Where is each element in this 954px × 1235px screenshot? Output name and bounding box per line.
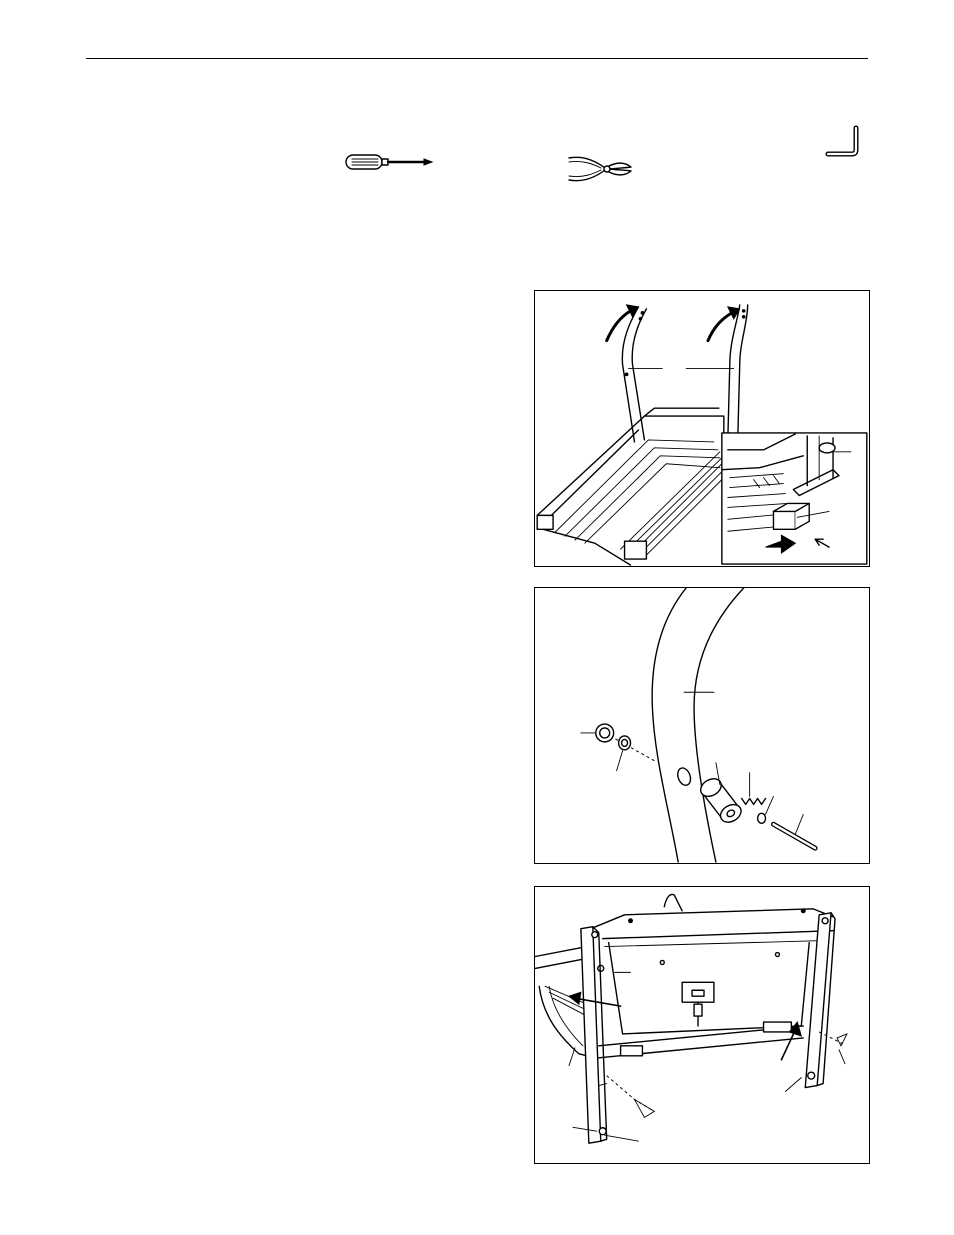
- figure-2: [534, 587, 870, 864]
- allen-wrench-icon: [822, 124, 866, 160]
- figure-1: [534, 290, 870, 567]
- figure-2-illustration: [535, 588, 869, 863]
- figure-3: [534, 886, 870, 1164]
- figure-1-illustration: [535, 291, 869, 566]
- phillips-screwdriver-icon: [340, 150, 440, 174]
- header-rule: [86, 58, 868, 59]
- pliers-icon: [565, 152, 635, 186]
- figure-3-illustration: [535, 887, 869, 1163]
